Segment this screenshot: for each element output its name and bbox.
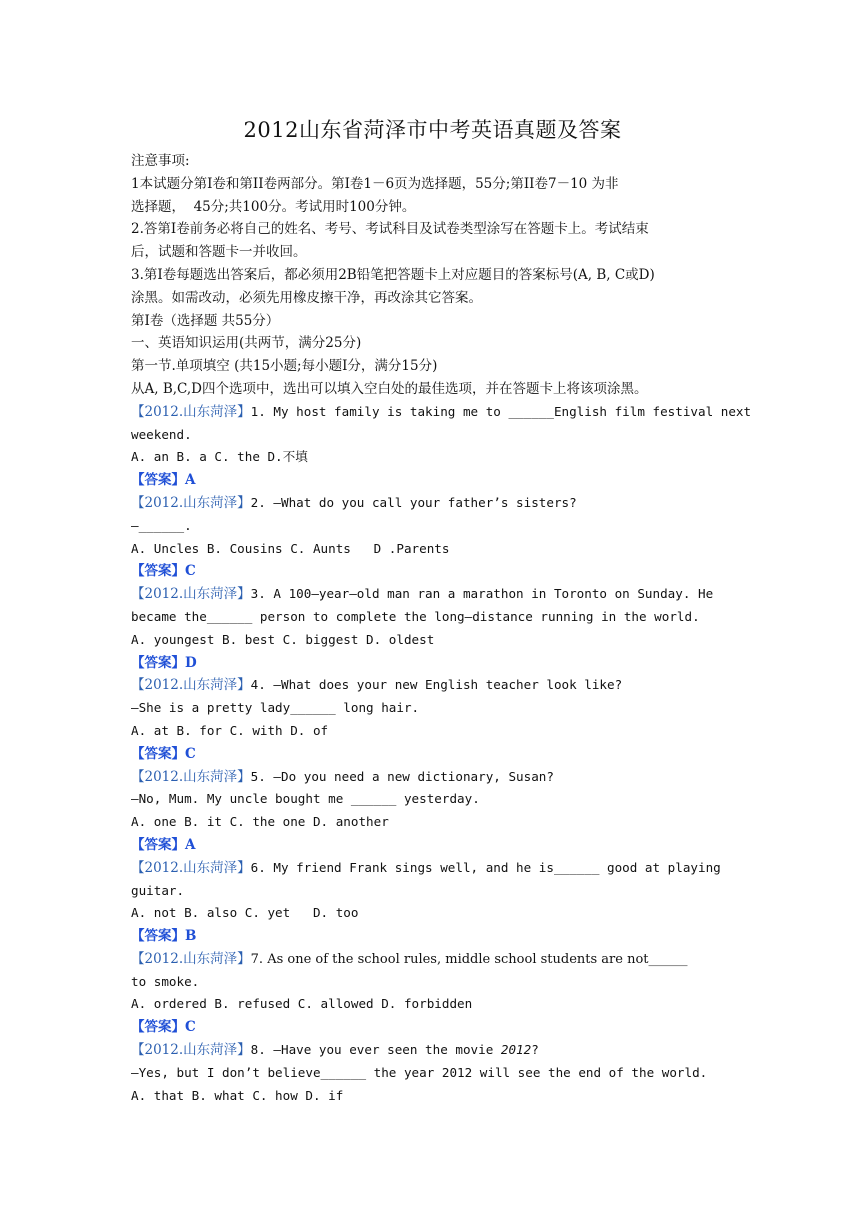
question-4 [131, 674, 741, 697]
question-8 [131, 1039, 741, 1062]
question-options: A. one B. it C. the one D. another [131, 814, 389, 830]
question-stem-continued: —She is a pretty lady______ long hair. [131, 700, 420, 716]
note-line: 后，试题和答题卡一并收回。 [131, 244, 307, 261]
question-source: 【2012.山东菏泽】 [131, 677, 251, 694]
page-title: 2012山东省菏泽市中考英语真题及答案 [243, 118, 622, 142]
question-stem-continued: to smoke. [131, 973, 200, 989]
question-stem: 2. —What do you call your father’s sisters? [250, 494, 577, 510]
question-source: 【2012.山东菏泽】 [131, 768, 251, 785]
question-source: 【2012.山东菏泽】 [131, 586, 251, 603]
instruction-text: 从A, B,C,D四个选项中，选出可以填入空白处的最佳选项，并在答题卡上将该项涂黑。 [131, 380, 648, 397]
question-options: A. not B. also C. yet D. too [131, 905, 359, 921]
question-source: 【2012.山东菏泽】 [131, 403, 251, 420]
note-line: 1本试题分第Ⅰ卷和第II卷两部分。第Ⅰ卷1－6页为选择题，55分;第II卷7－10 为非 [131, 175, 619, 192]
question-options: A. ordered B. refused C. allowed D. forbidden [131, 996, 473, 1012]
question-stem: 7. As one of the school rules, middle school students are not______ [250, 951, 688, 967]
note-line: 涂黑。如需改动，必须先用橡皮擦干净，再改涂其它答案。 [131, 289, 482, 306]
document-body [131, 150, 752, 1107]
question-stem-end: ? [531, 1042, 539, 1058]
answer-label: 【答案】C [131, 745, 196, 762]
question-options: A. at B. for C. with D. of [131, 722, 329, 738]
question-stem: 1. My host family is taking me to ______English film festival next [250, 403, 752, 419]
question-stem: 6. My friend Frank sings well, and he is______ good at playing [250, 859, 721, 875]
question-options: A. youngest B. best C. biggest D. oldest [131, 631, 435, 647]
question-stem: 4. —What does your new English teacher look like? [250, 677, 623, 693]
section-heading: 一、英语知识运用(共两节，满分25分) [131, 335, 362, 352]
question-stem-continued: became the______ person to complete the long—distance running in the world. [131, 608, 700, 624]
answer-label: 【答案】C [131, 1019, 196, 1036]
question-source: 【2012.山东菏泽】 [131, 494, 251, 511]
note-line: 2.答第Ⅰ卷前务必将自己的姓名、考号、考试科目及试卷类型涂写在答题卡上。考试结束 [131, 221, 649, 238]
question-2 [131, 492, 741, 515]
part-heading: 第Ⅰ卷（选择题 共55分） [131, 312, 280, 329]
question-stem: 5. —Do you need a new dictionary, Susan? [250, 768, 554, 784]
answer-label: 【答案】D [131, 654, 197, 671]
question-7 [131, 948, 741, 971]
question-source: 【2012.山东菏泽】 [131, 859, 251, 876]
question-5 [131, 766, 741, 789]
question-stem-continued: —Yes, but I don’t believe______ the year 2012 will see the end of the world. [131, 1064, 708, 1080]
question-3 [131, 583, 741, 606]
question-stem-continued: weekend. [131, 426, 192, 442]
notes-header: 注意事项: [131, 153, 190, 169]
question-stem: 3. A 100—year—old man ran a marathon in Toronto on Sunday. He [250, 586, 714, 602]
answer-label: 【答案】A [131, 472, 196, 489]
question-stem-continued: —No, Mum. My uncle bought me ______ yesterday. [131, 791, 480, 807]
question-source: 【2012.山东菏泽】 [131, 950, 251, 967]
question-options: A. an B. a C. the D.不填 [131, 449, 308, 465]
answer-label: 【答案】C [131, 563, 196, 580]
answer-label: 【答案】B [131, 928, 197, 945]
question-source: 【2012.山东菏泽】 [131, 1042, 251, 1059]
movie-title: 2012 [500, 1042, 532, 1058]
question-stem: 8. —Have you ever seen the movie [250, 1042, 501, 1058]
note-line: 选择题， 45分;共100分。考试用时100分钟。 [131, 198, 416, 215]
question-6 [131, 857, 741, 880]
question-1 [131, 401, 752, 424]
answer-label: 【答案】A [131, 836, 196, 853]
question-stem-continued: —______. [131, 517, 192, 533]
question-options: A. that B. what C. how D. if [131, 1087, 344, 1103]
question-options: A. Uncles B. Cousins C. Aunts D .Parents [131, 540, 450, 556]
question-stem-continued: guitar. [131, 882, 185, 898]
note-line: 3.第Ⅰ卷每题选出答案后，都必须用2B铅笔把答题卡上对应题目的答案标号(A, B, C或D) [131, 266, 655, 283]
subsection-heading: 第一节.单项填空 (共15小题;每小题Ⅰ分，满分15分) [131, 358, 438, 375]
